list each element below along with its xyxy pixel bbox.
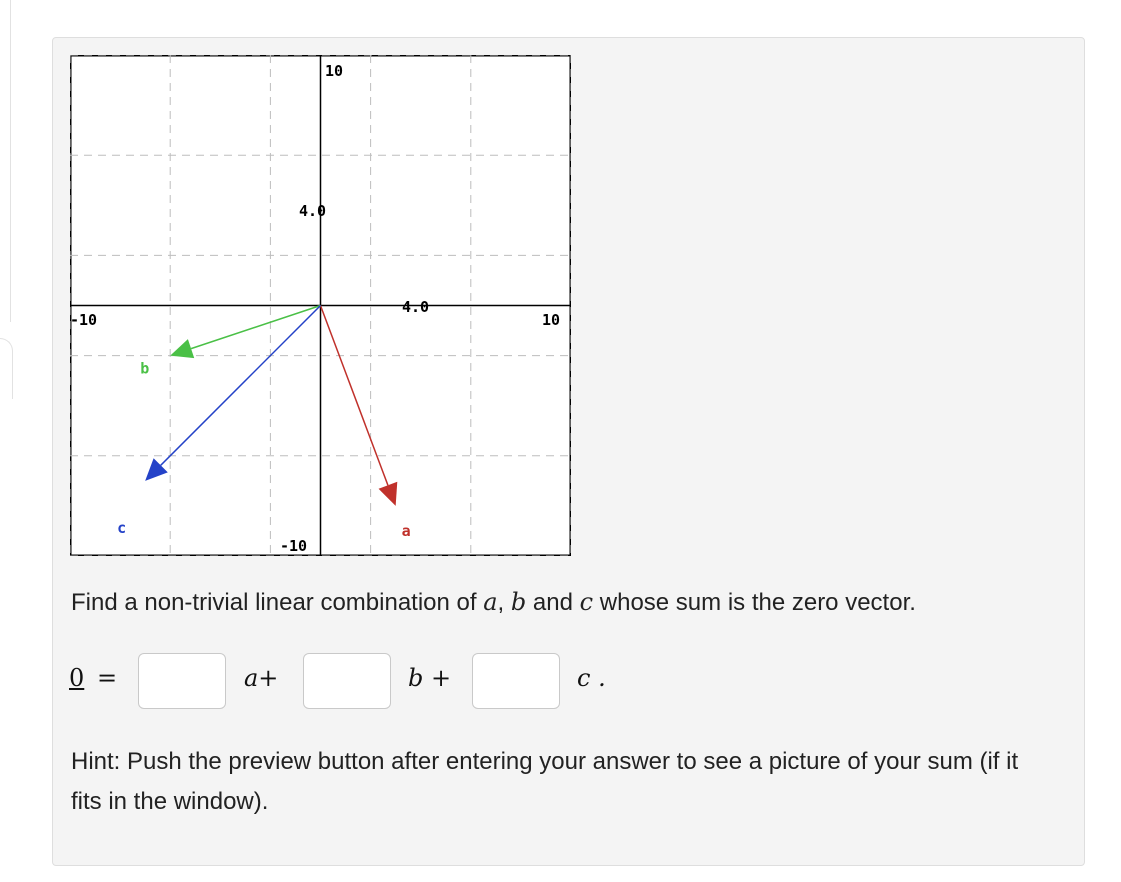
term-c-label: c . [577,664,606,692]
coefficient-c-input[interactable] [472,653,560,709]
tick-label-x-pos: 10 [542,311,561,329]
tick-label-y-4: 4.0 [299,202,327,220]
vector-c-label: c [117,518,127,537]
zero-vector-symbol: 0 [69,664,85,692]
coefficient-a-input[interactable] [138,653,226,709]
equals-sign: = [97,664,118,692]
vector-b-label: b [140,359,150,378]
hint-text: Hint: Push the preview button after entering your answer to see a picture of your sum (if it fits in the window). [71,748,1019,815]
vector-graph-canvas [70,55,571,556]
left-edge-divider [0,0,11,322]
tick-label-y-neg: -10 [280,537,308,555]
question-suffix: whose sum is the zero vector. [593,589,916,616]
question-sep: , [497,589,511,616]
vector-a-label: a [401,521,411,540]
question-and: and [526,589,580,616]
tick-label-x-4: 4.0 [402,298,430,316]
term-a-label: a+ [244,664,279,692]
left-edge-card-corner [0,338,13,399]
tick-label-y-top: 10 [325,62,344,80]
vector-graph [70,55,571,556]
term-b-label: b + [408,664,452,692]
question-text [71,588,916,617]
question-var-b: b [510,588,527,616]
question-var-c: c [579,588,594,616]
question-prefix: Find a non-trivial linear combination of [71,589,484,616]
question-var-a: a [483,588,498,616]
coefficient-b-input[interactable] [303,653,391,709]
tick-label-x-neg: -10 [70,311,98,329]
